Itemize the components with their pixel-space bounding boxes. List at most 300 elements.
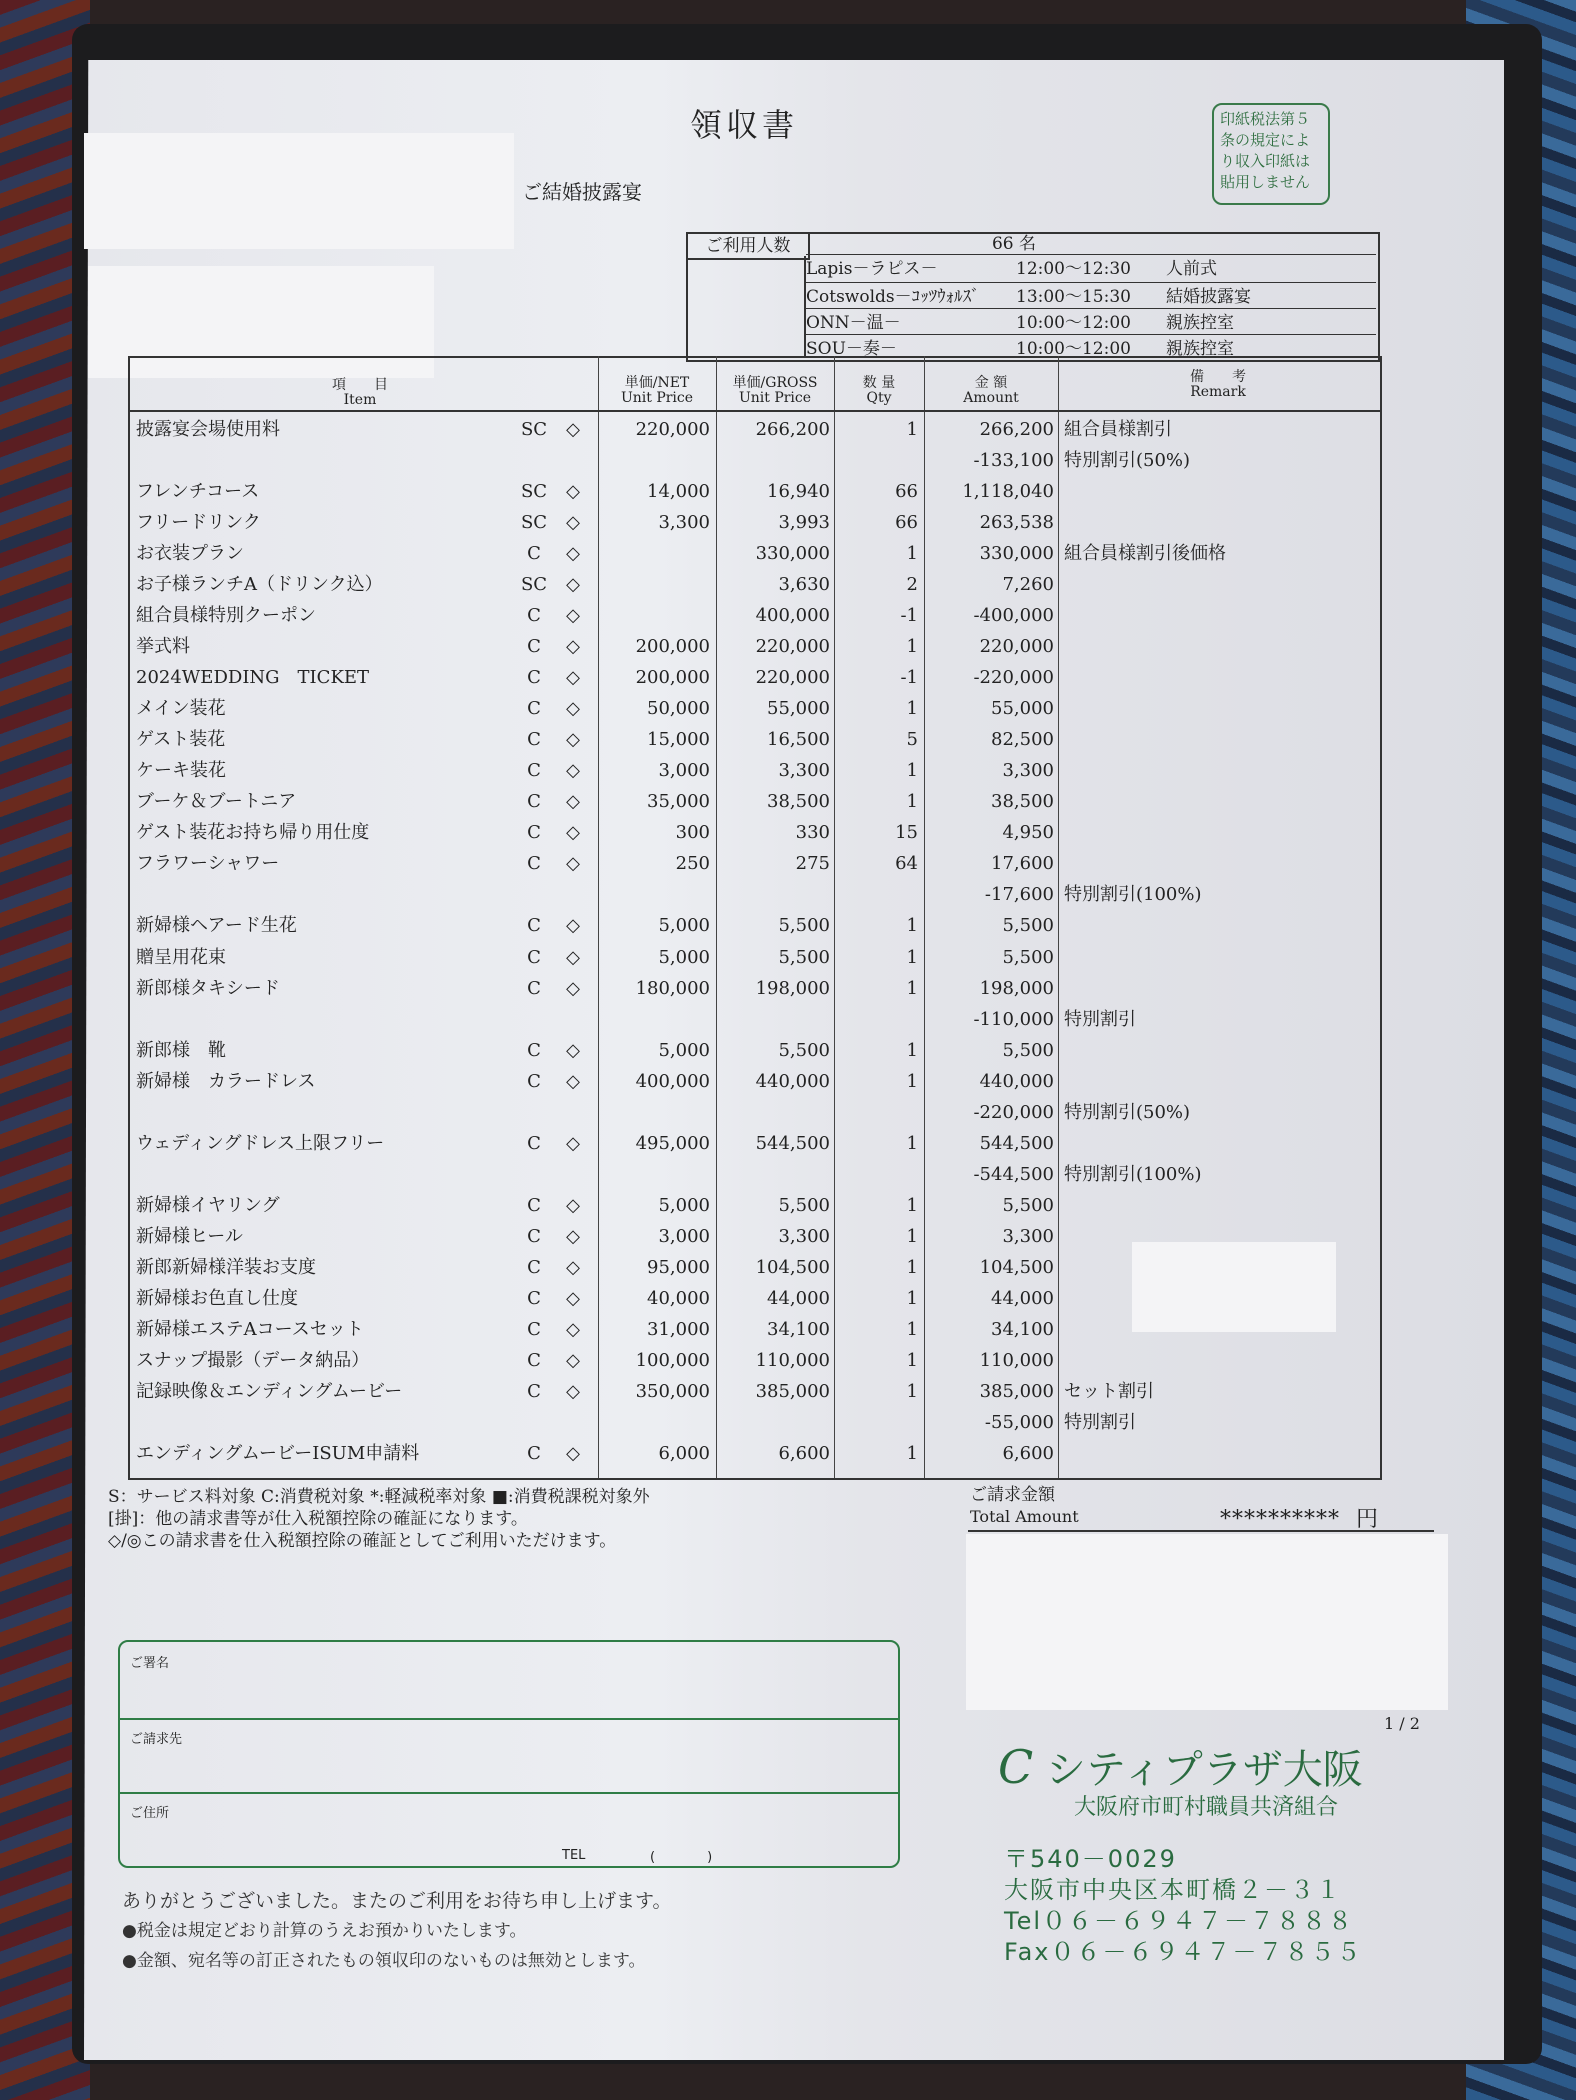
- header-qty-en: Qty: [866, 390, 892, 406]
- tax-credit-mark: ◇: [566, 977, 580, 999]
- tax-code: C: [527, 729, 541, 751]
- legend-line: [掛]：他の請求書等が仕入税額控除の確証になります。: [108, 1509, 528, 1529]
- quantity: 15: [895, 822, 918, 844]
- amount: 266,200: [979, 418, 1054, 440]
- header-divider: [128, 410, 1380, 412]
- tax-credit-mark: ◇: [566, 791, 580, 813]
- amount: -400,000: [973, 604, 1054, 626]
- quantity: 66: [895, 511, 918, 533]
- table-row: [128, 604, 1378, 628]
- quantity: 1: [906, 1070, 918, 1092]
- net-unit-price: 5,000: [658, 946, 710, 968]
- item-name: フリードリンク: [136, 511, 261, 533]
- tax-legend: [108, 1486, 650, 1552]
- amount: 7,260: [1002, 573, 1054, 595]
- remark: 特別割引(100%): [1064, 1163, 1202, 1185]
- notice-line: ●税金は規定どおり計算のうえお預かりいたします。: [122, 1921, 527, 1941]
- room-name: Lapis－ラピス－: [806, 259, 938, 279]
- tax-code: C: [527, 760, 541, 782]
- quantity: 1: [906, 1132, 918, 1154]
- thanks-note: [122, 1886, 671, 1976]
- gross-unit-price: 275: [795, 853, 830, 875]
- table-row: [128, 1194, 1378, 1218]
- net-unit-price: 40,000: [647, 1288, 710, 1310]
- company-tel: Tel０６－６９４７－７８８８: [1004, 1907, 1355, 1935]
- table-row: [128, 1101, 1378, 1125]
- tax-credit-mark: ◇: [566, 853, 580, 875]
- amount: 34,100: [991, 1319, 1054, 1341]
- tax-code: C: [527, 1381, 541, 1403]
- net-unit-price: 200,000: [635, 667, 710, 688]
- table-row: [128, 790, 1378, 814]
- tax-code: C: [527, 1039, 541, 1061]
- tax-credit-mark: ◇: [566, 1257, 580, 1279]
- item-name: 披露宴会場使用料: [136, 418, 280, 440]
- amount: 1,118,040: [962, 480, 1054, 502]
- tax-code: C: [527, 791, 541, 813]
- item-name: 新郎様 靴: [136, 1039, 226, 1061]
- gross-unit-price: 38,500: [767, 791, 830, 813]
- remark: 組合員様割引: [1064, 418, 1172, 440]
- table-row: [128, 1380, 1378, 1404]
- tax-credit-mark: ◇: [566, 667, 580, 688]
- amount: 17,600: [991, 853, 1054, 875]
- amount: 55,000: [991, 698, 1054, 720]
- stamp-line: 条の規定によ: [1220, 131, 1311, 149]
- tax-code: C: [527, 1195, 541, 1216]
- header-remark-en: Remark: [1190, 384, 1246, 400]
- room-time: 10:00～12:00: [1016, 313, 1131, 333]
- table-row: [128, 1132, 1378, 1156]
- amount: 5,500: [1002, 946, 1054, 968]
- header-net-jp: 単価/NET: [624, 375, 690, 391]
- item-name: 挙式料: [136, 635, 190, 657]
- gross-unit-price: 198,000: [755, 977, 830, 999]
- quantity: 1: [906, 1319, 918, 1341]
- gross-unit-price: 5,500: [778, 915, 830, 937]
- amount: 5,500: [1002, 915, 1054, 937]
- room-time: 12:00～12:30: [1016, 259, 1131, 279]
- gross-unit-price: 3,300: [778, 760, 830, 782]
- tax-code: C: [527, 667, 541, 688]
- net-unit-price: 35,000: [647, 791, 710, 813]
- table-row: [128, 977, 1378, 1001]
- tax-credit-mark: ◇: [566, 604, 580, 626]
- tax-code: SC: [520, 418, 548, 440]
- legend-line: S：サービス料対象 C:消費税対象 *:軽減税率対象 ■:消費税課税対象外: [108, 1487, 650, 1507]
- tax-credit-mark: ◇: [566, 822, 580, 844]
- table-row: [128, 573, 1378, 597]
- net-unit-price: 5,000: [658, 915, 710, 937]
- header-gross: [716, 376, 834, 406]
- item-name: 新婦様ヒール: [136, 1226, 243, 1248]
- quantity: -1: [900, 667, 918, 688]
- table-row: [128, 1442, 1378, 1466]
- tax-code: C: [527, 1070, 541, 1092]
- amount: 263,538: [979, 511, 1054, 533]
- company-fax: Fax０６－６９４７－７８５５: [1004, 1938, 1363, 1966]
- total-label-jp: ご請求金額: [970, 1485, 1055, 1505]
- table-row: [128, 914, 1378, 938]
- tax-credit-mark: ◇: [566, 1288, 580, 1310]
- gross-unit-price: 104,500: [755, 1257, 830, 1279]
- company-postal: 〒540－0029: [1004, 1845, 1177, 1873]
- gross-unit-price: 110,000: [755, 1350, 830, 1372]
- room-purpose: 親族控室: [1166, 313, 1234, 333]
- gross-unit-price: 400,000: [755, 604, 830, 626]
- quantity: 1: [906, 915, 918, 937]
- gross-unit-price: 220,000: [755, 635, 830, 657]
- header-item-en: Item: [343, 392, 377, 408]
- tax-code: C: [527, 1132, 541, 1154]
- table-row: [128, 852, 1378, 876]
- redacted-receipt-stamp: [966, 1534, 1448, 1710]
- room-purpose: 人前式: [1166, 259, 1217, 279]
- gross-unit-price: 3,300: [778, 1226, 830, 1248]
- tax-code: C: [527, 1257, 541, 1279]
- table-row: [128, 883, 1378, 907]
- gross-unit-price: 3,993: [778, 511, 830, 533]
- gross-unit-price: 34,100: [767, 1319, 830, 1341]
- gross-unit-price: 3,630: [778, 573, 830, 595]
- amount: -17,600: [984, 884, 1054, 906]
- room-purpose: 結婚披露宴: [1166, 287, 1251, 307]
- tax-credit-mark: ◇: [566, 511, 580, 533]
- tax-code: C: [527, 915, 541, 937]
- amount: -220,000: [973, 1101, 1054, 1123]
- table-row: [128, 635, 1378, 659]
- thanks-line: ありがとうございました。またのご利用をお待ち申し上げます。: [122, 1890, 672, 1912]
- tax-code: C: [527, 946, 541, 968]
- gross-unit-price: 16,500: [767, 729, 830, 751]
- tax-code: C: [527, 853, 541, 875]
- quantity: 2: [906, 573, 918, 595]
- redacted-recipient-name: [84, 133, 514, 249]
- amount: 544,500: [979, 1132, 1054, 1154]
- net-unit-price: 3,000: [658, 760, 710, 782]
- amount: 82,500: [991, 729, 1054, 751]
- logo-mark-icon: C: [998, 1740, 1034, 1794]
- quantity: -1: [900, 604, 918, 626]
- tax-credit-mark: ◇: [566, 635, 580, 657]
- item-name: 新婦様イヤリング: [136, 1195, 280, 1216]
- revenue-stamp-notice: [1212, 103, 1330, 205]
- table-row: [128, 449, 1378, 473]
- amount: 220,000: [979, 635, 1054, 657]
- remark: 特別割引(50%): [1064, 449, 1191, 471]
- net-unit-price: 50,000: [647, 698, 710, 720]
- amount: 44,000: [991, 1288, 1054, 1310]
- quantity: 1: [906, 1195, 918, 1216]
- table-row: [128, 1225, 1378, 1249]
- header-gross-en: Unit Price: [738, 390, 812, 406]
- table-row: [128, 511, 1378, 535]
- items-table-body: [128, 414, 1378, 1474]
- gross-unit-price: 5,500: [778, 1039, 830, 1061]
- room-row: [806, 254, 1376, 283]
- remark: 組合員様割引後価格: [1064, 542, 1226, 564]
- document-title: 領収書: [690, 106, 799, 144]
- tax-code: C: [527, 977, 541, 999]
- quantity: 1: [906, 760, 918, 782]
- tax-credit-mark: ◇: [566, 1381, 580, 1403]
- tax-code: SC: [520, 573, 548, 595]
- guest-count: 66 名: [991, 234, 1036, 254]
- gross-unit-price: 385,000: [755, 1381, 830, 1403]
- amount: 6,600: [1002, 1443, 1054, 1465]
- gross-unit-price: 5,500: [778, 946, 830, 968]
- net-unit-price: 350,000: [635, 1381, 710, 1403]
- header-amount-jp: 金 額: [974, 375, 1008, 391]
- net-unit-price: 3,000: [658, 1226, 710, 1248]
- tax-credit-mark: ◇: [566, 573, 580, 595]
- stamp-line: り収入印紙は: [1220, 152, 1311, 170]
- gross-unit-price: 55,000: [767, 698, 830, 720]
- gross-unit-price: 5,500: [778, 1195, 830, 1216]
- header-remark-jp: 備 考: [1190, 369, 1246, 385]
- header-gross-jp: 単価/GROSS: [732, 375, 818, 391]
- item-name: ウェディングドレス上限フリー: [136, 1132, 385, 1154]
- quantity: 1: [906, 1039, 918, 1061]
- quantity: 1: [906, 635, 918, 657]
- quantity: 1: [906, 418, 918, 440]
- amount: 385,000: [979, 1381, 1054, 1403]
- event-name: ご結婚披露宴: [522, 180, 642, 204]
- company-street: 大阪市中央区本町橋２－３１: [1004, 1876, 1342, 1904]
- net-unit-price: 14,000: [647, 480, 710, 502]
- room-row: [806, 308, 1376, 337]
- total-amount: [1220, 1502, 1379, 1533]
- tax-credit-mark: ◇: [566, 729, 580, 751]
- quantity: 1: [906, 1381, 918, 1403]
- gross-unit-price: 440,000: [755, 1070, 830, 1092]
- net-unit-price: 95,000: [647, 1257, 710, 1279]
- amount: 3,300: [1002, 760, 1054, 782]
- tel-paren: ( ): [650, 1850, 713, 1865]
- item-name: フレンチコース: [136, 480, 260, 502]
- tax-credit-mark: ◇: [566, 1070, 580, 1092]
- table-row: [128, 1349, 1378, 1373]
- room-time: 13:00～15:30: [1016, 287, 1131, 307]
- item-name: 新婦様 カラードレス: [136, 1070, 316, 1092]
- tax-code: C: [527, 698, 541, 720]
- tax-credit-mark: ◇: [566, 1195, 580, 1216]
- room-row: [806, 282, 1376, 311]
- address-label: ご住所: [130, 1806, 170, 1821]
- gross-unit-price: 16,940: [767, 480, 830, 502]
- company-subname: 大阪府市町村職員共済組合: [1074, 1795, 1339, 1820]
- notice-line: ●金額、宛名等の訂正されたもの領収印のないものは無効とします。: [122, 1951, 646, 1971]
- room-name: Cotswolds－ｺｯﾂｳｫﾙｽﾞ: [806, 287, 980, 307]
- tax-credit-mark: ◇: [566, 1039, 580, 1061]
- company-address: [1004, 1844, 1363, 1968]
- item-name: 新郎様タキシード: [136, 977, 280, 999]
- tax-credit-mark: ◇: [566, 1132, 580, 1154]
- item-name: 組合員様特別クーポン: [136, 604, 316, 626]
- stamp-line: 印紙税法第５: [1220, 110, 1311, 128]
- item-name: 記録映像＆エンディングムービー: [136, 1381, 403, 1403]
- item-name: エンディングムービーISUM申請料: [136, 1443, 420, 1465]
- quantity: 66: [895, 480, 918, 502]
- table-row: [128, 1008, 1378, 1032]
- item-name: お子様ランチA（ドリンク込）: [136, 573, 383, 595]
- signature-label: ご署名: [130, 1656, 170, 1671]
- remark: 特別割引: [1064, 1412, 1136, 1434]
- amount: 4,950: [1002, 822, 1054, 844]
- tax-code: SC: [520, 511, 548, 533]
- tax-code: C: [527, 604, 541, 626]
- header-qty: [834, 376, 924, 406]
- gross-unit-price: 220,000: [755, 667, 830, 688]
- page-number: 1 / 2: [1384, 1714, 1420, 1733]
- remark: セット割引: [1064, 1381, 1154, 1403]
- amount: 198,000: [979, 977, 1054, 999]
- amount: 38,500: [991, 791, 1054, 813]
- item-name: ゲスト装花: [136, 729, 226, 751]
- quantity: 1: [906, 1288, 918, 1310]
- quantity: 1: [906, 946, 918, 968]
- amount: 330,000: [979, 542, 1054, 564]
- item-name: お衣装プラン: [136, 542, 244, 564]
- gross-unit-price: 6,600: [778, 1443, 830, 1465]
- tel-label: TEL: [562, 1848, 586, 1863]
- net-unit-price: 400,000: [635, 1070, 710, 1092]
- amount: 110,000: [979, 1350, 1054, 1372]
- tax-credit-mark: ◇: [566, 1226, 580, 1248]
- table-row: [128, 946, 1378, 970]
- net-unit-price: 180,000: [635, 977, 710, 999]
- item-name: 新郎新婦様洋装お支度: [136, 1257, 316, 1279]
- net-unit-price: 5,000: [658, 1039, 710, 1061]
- net-unit-price: 200,000: [635, 635, 710, 657]
- room-list: [806, 256, 1376, 358]
- table-row: [128, 1163, 1378, 1187]
- header-item-jp: 項 目: [332, 377, 388, 393]
- table-row: [128, 821, 1378, 845]
- item-name: フラワーシャワー: [136, 853, 280, 875]
- item-name: スナップ撮影（データ納品）: [136, 1350, 370, 1372]
- amount: 3,300: [1002, 1226, 1054, 1248]
- guest-count-label: ご利用人数: [686, 232, 810, 260]
- tax-credit-mark: ◇: [566, 1319, 580, 1341]
- gross-unit-price: 330: [795, 822, 830, 844]
- amount: -133,100: [973, 449, 1054, 471]
- quantity: 1: [906, 542, 918, 564]
- table-row: [128, 418, 1378, 442]
- tax-credit-mark: ◇: [566, 760, 580, 782]
- quantity: 1: [906, 977, 918, 999]
- tax-credit-mark: ◇: [566, 915, 580, 937]
- gross-unit-price: 330,000: [755, 542, 830, 564]
- legend-line: ◇/◎この請求書を仕入税額控除の確証としてご利用いただけます。: [108, 1531, 617, 1551]
- total-amount-value: **********: [1220, 1507, 1340, 1532]
- header-net: [598, 376, 716, 406]
- stamp-line: 貼用しません: [1220, 173, 1311, 191]
- quantity: 1: [906, 698, 918, 720]
- tax-code: C: [527, 1226, 541, 1248]
- table-row: [128, 1039, 1378, 1063]
- room-time: 10:00～12:00: [1016, 339, 1131, 359]
- net-unit-price: 250: [675, 853, 710, 875]
- net-unit-price: 300: [675, 822, 710, 844]
- header-net-en: Unit Price: [620, 390, 694, 406]
- gross-unit-price: 266,200: [755, 418, 830, 440]
- net-unit-price: 5,000: [658, 1195, 710, 1216]
- item-name: ゲスト装花お持ち帰り用仕度: [136, 822, 370, 844]
- total-amount-unit: 円: [1356, 1507, 1380, 1532]
- tax-code: C: [527, 1288, 541, 1310]
- signature-box: [118, 1640, 900, 1868]
- room-name: ONN－温－: [806, 313, 901, 333]
- tax-code: SC: [520, 480, 548, 502]
- room-name: SOU－奏－: [806, 339, 897, 359]
- table-row: [128, 1318, 1378, 1342]
- amount: -544,500: [973, 1163, 1054, 1185]
- net-unit-price: 31,000: [647, 1319, 710, 1341]
- item-name: 贈呈用花束: [136, 946, 226, 968]
- net-unit-price: 6,000: [658, 1443, 710, 1465]
- sign-divider: [120, 1792, 898, 1794]
- tax-credit-mark: ◇: [566, 542, 580, 564]
- table-row: [128, 759, 1378, 783]
- amount: 5,500: [1002, 1039, 1054, 1061]
- table-row: [128, 728, 1378, 752]
- table-row: [128, 542, 1378, 566]
- tax-code: C: [527, 1443, 541, 1465]
- tax-code: C: [527, 822, 541, 844]
- billing-label: ご請求先: [130, 1732, 183, 1747]
- tax-credit-mark: ◇: [566, 1443, 580, 1465]
- remark: 特別割引(100%): [1064, 884, 1202, 906]
- tax-credit-mark: ◇: [566, 418, 580, 440]
- tax-credit-mark: ◇: [566, 698, 580, 720]
- total-label-en: Total Amount: [970, 1507, 1079, 1526]
- amount: -220,000: [973, 667, 1054, 688]
- item-name: メイン装花: [136, 698, 226, 720]
- net-unit-price: 3,300: [658, 511, 710, 533]
- item-name: 2024WEDDING TICKET: [136, 667, 370, 688]
- tax-credit-mark: ◇: [566, 480, 580, 502]
- header-item: [300, 378, 420, 408]
- item-name: 新婦様お色直し仕度: [136, 1288, 298, 1310]
- tax-credit-mark: ◇: [566, 946, 580, 968]
- quantity: 64: [895, 853, 918, 875]
- total-underline: [968, 1530, 1434, 1532]
- tax-code: C: [527, 1319, 541, 1341]
- net-unit-price: 220,000: [635, 418, 710, 440]
- remark: 特別割引(50%): [1064, 1101, 1191, 1123]
- item-name: ブーケ＆ブートニア: [136, 791, 297, 813]
- gross-unit-price: 544,500: [755, 1132, 830, 1154]
- item-name: 新婦様ヘアード生花: [136, 915, 297, 937]
- amount: 440,000: [979, 1070, 1054, 1092]
- table-row: [128, 666, 1378, 690]
- item-name: 新婦様エステAコースセット: [136, 1319, 364, 1341]
- table-row: [128, 1287, 1378, 1311]
- remark: 特別割引: [1064, 1008, 1136, 1030]
- header-amount: [924, 376, 1058, 406]
- quantity: 1: [906, 1350, 918, 1372]
- company-name: シティプラザ大阪: [1045, 1747, 1363, 1793]
- net-unit-price: 495,000: [635, 1132, 710, 1154]
- quantity: 5: [906, 729, 918, 751]
- table-row: [128, 1411, 1378, 1435]
- tax-code: C: [527, 1350, 541, 1372]
- amount: -55,000: [984, 1412, 1054, 1434]
- company-logo: [998, 1738, 1363, 1795]
- table-row: [128, 1256, 1378, 1280]
- tax-code: C: [527, 542, 541, 564]
